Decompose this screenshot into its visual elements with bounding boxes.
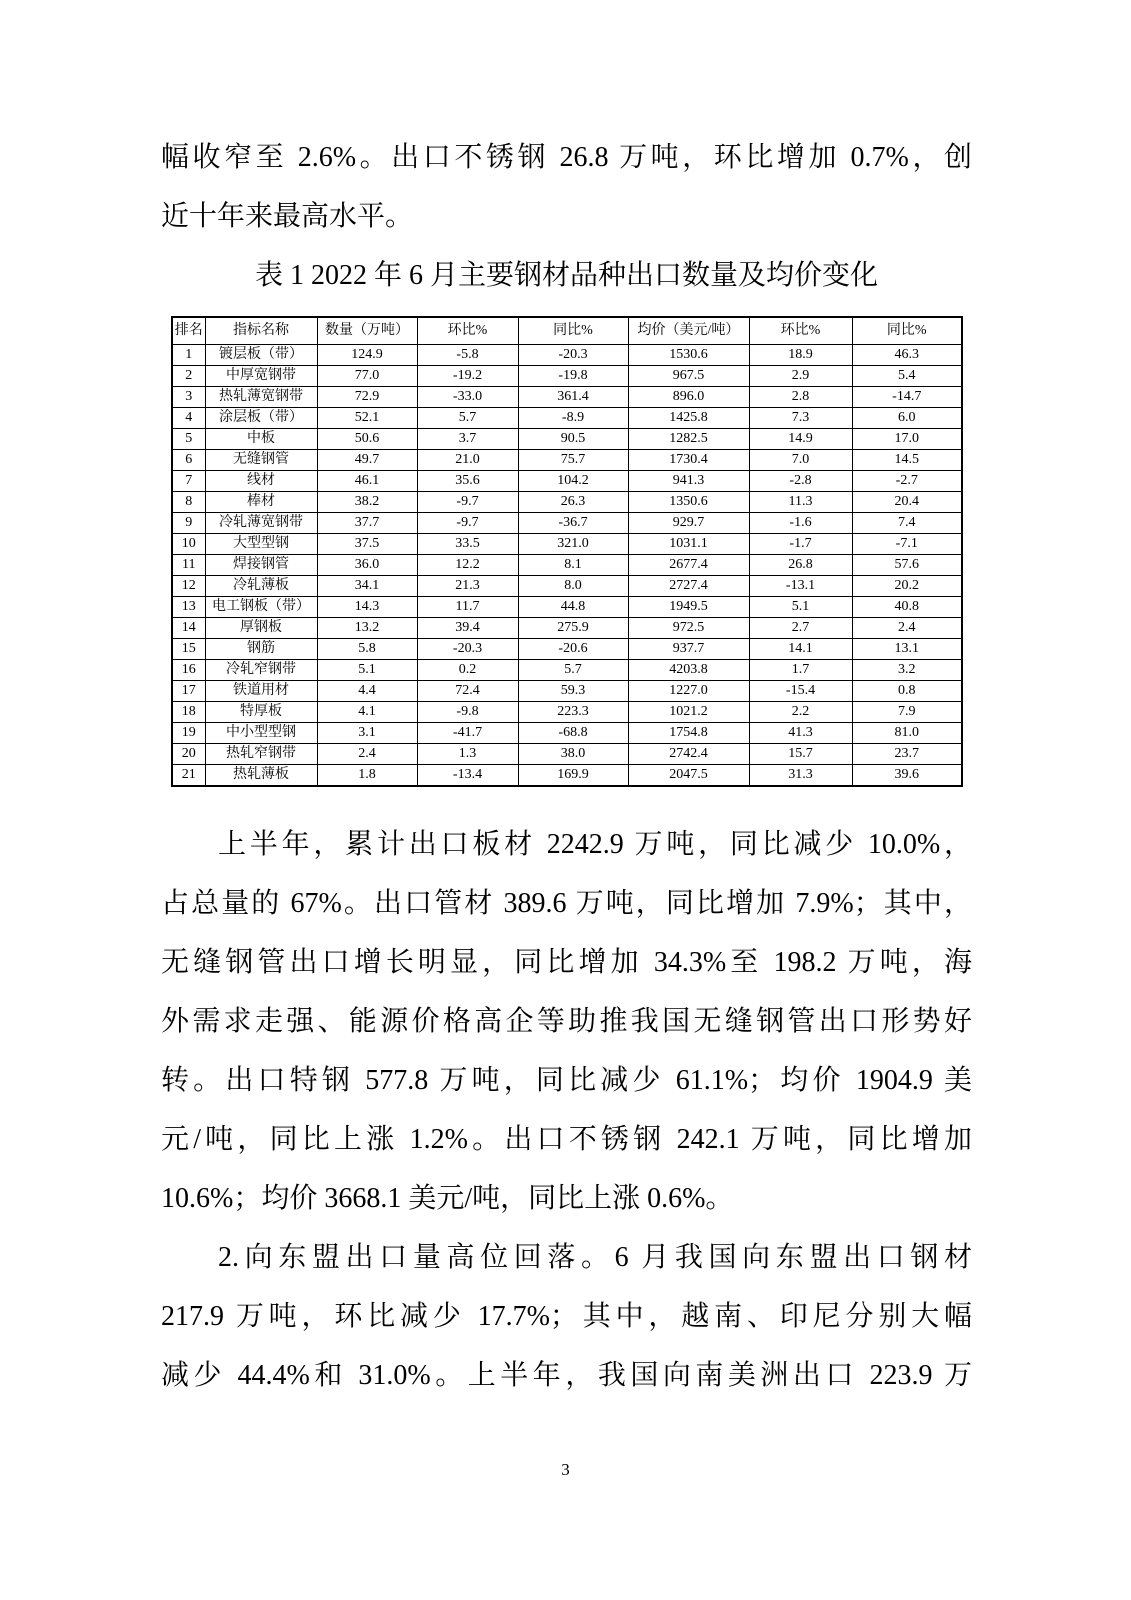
text-line: 上半年，累计出口板材 2242.9 万吨，同比减少 10.0%， [218,829,972,860]
table-cell: 81.0 [852,723,962,744]
text-line: 217.9 万吨，环比减少 17.7%；其中，越南、印尼分别大幅 [161,1301,972,1332]
table-cell: 11.7 [417,597,518,618]
table-cell: 39.6 [852,765,962,787]
table-cell: 12 [172,576,205,597]
table-cell: 104.2 [518,471,628,492]
table-cell: 46.1 [317,471,417,492]
table-cell: 90.5 [518,429,628,450]
table-cell: -19.8 [518,366,628,387]
table-cell: 焊接钢管 [205,555,317,576]
table-row [172,723,962,744]
table-cell: 21.3 [417,576,518,597]
table-cell: -2.8 [749,471,852,492]
table-cell: 20.2 [852,576,962,597]
table-cell: 11.3 [749,492,852,513]
table-row [172,366,962,387]
table-cell: 321.0 [518,534,628,555]
table-cell: 7.0 [749,450,852,471]
table-cell: 中厚宽钢带 [205,366,317,387]
table-cell: 7 [172,471,205,492]
table-row [172,618,962,639]
table-header-cell: 数量（万吨） [317,317,417,345]
table-cell: -8.9 [518,408,628,429]
table-row [172,555,962,576]
table-cell: 2.8 [749,387,852,408]
table-cell: 49.7 [317,450,417,471]
table-cell: 38.2 [317,492,417,513]
table-cell: 3 [172,387,205,408]
table-cell: 棒材 [205,492,317,513]
table-caption: 表 1 2022 年 6 月主要钢材品种出口数量及均价变化 [254,260,878,291]
table-cell: 896.0 [628,387,749,408]
table-cell: 34.1 [317,576,417,597]
table-cell: 14.3 [317,597,417,618]
table-cell: 15 [172,639,205,660]
table-cell: 39.4 [417,618,518,639]
table-cell: 0.8 [852,681,962,702]
table-cell: 31.3 [749,765,852,787]
table-cell: 33.5 [417,534,518,555]
table-cell: 8.0 [518,576,628,597]
table-cell: 5.7 [518,660,628,681]
table-cell: 57.6 [852,555,962,576]
table-cell: 1530.6 [628,345,749,366]
paragraph-halfyear [161,815,972,1228]
table-cell: -20.3 [518,345,628,366]
table-cell: -9.7 [417,513,518,534]
table-cell: -33.0 [417,387,518,408]
table-cell: 967.5 [628,366,749,387]
page-number: 3 [561,1460,570,1479]
table-cell: 14.1 [749,639,852,660]
table-cell: 2.2 [749,702,852,723]
text-line: 无缝钢管出口增长明显，同比增加 34.3%至 198.2 万吨，海 [161,947,972,978]
table-cell: 37.7 [317,513,417,534]
table-cell: -1.7 [749,534,852,555]
table-cell: 热轧薄板 [205,765,317,787]
table-cell: 厚钢板 [205,618,317,639]
text-line: 减少 44.4%和 31.0%。上半年，我国向南美洲出口 223.9 万 [161,1360,972,1391]
table-cell: 12.2 [417,555,518,576]
table-cell: -1.6 [749,513,852,534]
table-cell: 16 [172,660,205,681]
table-cell: 169.9 [518,765,628,787]
table-cell: 35.6 [417,471,518,492]
table-cell: 17.0 [852,429,962,450]
table-cell: -68.8 [518,723,628,744]
table-cell: 5.4 [852,366,962,387]
table-cell: 19 [172,723,205,744]
table-cell: -5.8 [417,345,518,366]
table-cell: 7.4 [852,513,962,534]
table-body [172,345,962,787]
table-cell: -9.8 [417,702,518,723]
table-row [172,660,962,681]
table-cell: 冷轧窄钢带 [205,660,317,681]
table-cell: 6 [172,450,205,471]
table-cell: 热轧薄宽钢带 [205,387,317,408]
table-cell: 6.0 [852,408,962,429]
table-cell: 2 [172,366,205,387]
table-row [172,639,962,660]
text-line: 元/吨，同比上涨 1.2%。出口不锈钢 242.1 万吨，同比增加 [161,1124,972,1155]
table-cell: 8.1 [518,555,628,576]
table-cell: -13.4 [417,765,518,787]
table-cell: 1031.1 [628,534,749,555]
table-cell: 1.7 [749,660,852,681]
table-cell: 2.9 [749,366,852,387]
text-line: 2.向东盟出口量高位回落。6 月我国向东盟出口钢材 [218,1242,972,1273]
table-cell: 5.7 [417,408,518,429]
table-cell: 37.5 [317,534,417,555]
text-line: 占总量的 67%。出口管材 389.6 万吨，同比增加 7.9%；其中， [161,888,972,919]
table-cell: 1227.0 [628,681,749,702]
table-cell: 3.2 [852,660,962,681]
table-cell: 75.7 [518,450,628,471]
table-cell: -9.7 [417,492,518,513]
table-cell: 124.9 [317,345,417,366]
table-header-cell: 同比% [852,317,962,345]
table-cell: 223.3 [518,702,628,723]
table-cell: 1 [172,345,205,366]
table-header-cell: 均价（美元/吨） [628,317,749,345]
table-cell: 972.5 [628,618,749,639]
table-cell: 77.0 [317,366,417,387]
table-cell: 46.3 [852,345,962,366]
table-row [172,317,962,345]
table-cell: -41.7 [417,723,518,744]
table-row [172,345,962,366]
table-cell: 1730.4 [628,450,749,471]
table-cell: -15.4 [749,681,852,702]
table-cell: 2.7 [749,618,852,639]
table-cell: 14.9 [749,429,852,450]
table-row [172,597,962,618]
table-header-cell: 环比% [749,317,852,345]
table-row [172,576,962,597]
table-cell: 20.4 [852,492,962,513]
table-cell: 2.4 [317,744,417,765]
table-cell: 4.4 [317,681,417,702]
table-cell: 大型型钢 [205,534,317,555]
table-cell: 镀层板（带） [205,345,317,366]
table-cell: 41.3 [749,723,852,744]
table-cell: 52.1 [317,408,417,429]
table-row [172,681,962,702]
text-line: 转。出口特钢 577.8 万吨，同比减少 61.1%；均价 1904.9 美 [161,1065,972,1096]
table-header-cell: 指标名称 [205,317,317,345]
table-cell: 铁道用材 [205,681,317,702]
table-row [172,408,962,429]
table-cell: 电工钢板（带） [205,597,317,618]
table-cell: -36.7 [518,513,628,534]
table-cell: 7.3 [749,408,852,429]
table-cell: 59.3 [518,681,628,702]
table-cell: 17 [172,681,205,702]
steel-export-table [171,316,963,787]
text-line: 近十年来最高水平。 [161,201,414,232]
table-cell: 26.3 [518,492,628,513]
table-header-row [172,317,962,345]
table-header-cell: 排名 [172,317,205,345]
table-cell: 10 [172,534,205,555]
table-cell: 40.8 [852,597,962,618]
table-cell: 72.9 [317,387,417,408]
table-cell: 中板 [205,429,317,450]
table-cell: 11 [172,555,205,576]
table-cell: 275.9 [518,618,628,639]
table-cell: 361.4 [518,387,628,408]
table-cell: -20.3 [417,639,518,660]
table-cell: 18.9 [749,345,852,366]
table-cell: 38.0 [518,744,628,765]
table-row [172,492,962,513]
table-cell: 线材 [205,471,317,492]
table-cell: 20 [172,744,205,765]
table-cell: 1021.2 [628,702,749,723]
table-cell: 1282.5 [628,429,749,450]
table-cell: 50.6 [317,429,417,450]
table-cell: 2047.5 [628,765,749,787]
table-cell: 3.1 [317,723,417,744]
table-row [172,513,962,534]
table-cell: 7.9 [852,702,962,723]
table-cell: 15.7 [749,744,852,765]
table-cell: 热轧窄钢带 [205,744,317,765]
text-line: 10.6%；均价 3668.1 美元/吨，同比上涨 0.6%。 [161,1183,734,1214]
table-cell: 2727.4 [628,576,749,597]
table-cell: 1425.8 [628,408,749,429]
text-line: 外需求走强、能源价格高企等助推我国无缝钢管出口形势好 [161,1006,972,1037]
table-row [172,387,962,408]
table-cell: 13.2 [317,618,417,639]
table-cell: 冷轧薄板 [205,576,317,597]
table-cell: 14.5 [852,450,962,471]
table-cell: 钢筋 [205,639,317,660]
table-cell: 2742.4 [628,744,749,765]
table-cell: 9 [172,513,205,534]
table-cell: -14.7 [852,387,962,408]
table-cell: 5.1 [749,597,852,618]
table-row [172,471,962,492]
table-cell: 0.2 [417,660,518,681]
table-header-cell: 环比% [417,317,518,345]
table-cell: 中小型型钢 [205,723,317,744]
table-cell: 929.7 [628,513,749,534]
table-cell: 8 [172,492,205,513]
table-cell: -20.6 [518,639,628,660]
paragraph-asean [161,1228,972,1405]
table-row [172,429,962,450]
table-header-cell: 同比% [518,317,628,345]
table-cell: 21.0 [417,450,518,471]
table-cell: 3.7 [417,429,518,450]
table-cell: 13.1 [852,639,962,660]
table-cell: 44.8 [518,597,628,618]
table-row [172,744,962,765]
table-row [172,702,962,723]
table-cell: 1.3 [417,744,518,765]
table-cell: 5.1 [317,660,417,681]
document-body [161,128,972,1405]
table-cell: 72.4 [417,681,518,702]
table-cell: 无缝钢管 [205,450,317,471]
table-cell: -7.1 [852,534,962,555]
table-cell: 941.3 [628,471,749,492]
table-cell: 5 [172,429,205,450]
table-cell: 13 [172,597,205,618]
table-cell: 14 [172,618,205,639]
table-cell: 1.8 [317,765,417,787]
table-cell: 937.7 [628,639,749,660]
table-cell: 冷轧薄宽钢带 [205,513,317,534]
table-cell: 2677.4 [628,555,749,576]
table-row [172,765,962,787]
table-cell: 5.8 [317,639,417,660]
table-cell: 1949.5 [628,597,749,618]
table-cell: 26.8 [749,555,852,576]
text-line: 幅收窄至 2.6%。出口不锈钢 26.8 万吨，环比增加 0.7%，创 [161,142,972,173]
table-cell: 4.1 [317,702,417,723]
table-cell: 涂层板（带） [205,408,317,429]
table-cell: 4 [172,408,205,429]
table-cell: -13.1 [749,576,852,597]
table-cell: 1754.8 [628,723,749,744]
table-cell: -19.2 [417,366,518,387]
table-cell: 2.4 [852,618,962,639]
table-cell: 21 [172,765,205,787]
table-cell: 4203.8 [628,660,749,681]
table-cell: 特厚板 [205,702,317,723]
table-cell: -2.7 [852,471,962,492]
table-cell: 36.0 [317,555,417,576]
paragraph-intro [161,128,972,246]
table-cell: 1350.6 [628,492,749,513]
table-row [172,534,962,555]
table-cell: 23.7 [852,744,962,765]
table-cell: 18 [172,702,205,723]
table-row [172,450,962,471]
